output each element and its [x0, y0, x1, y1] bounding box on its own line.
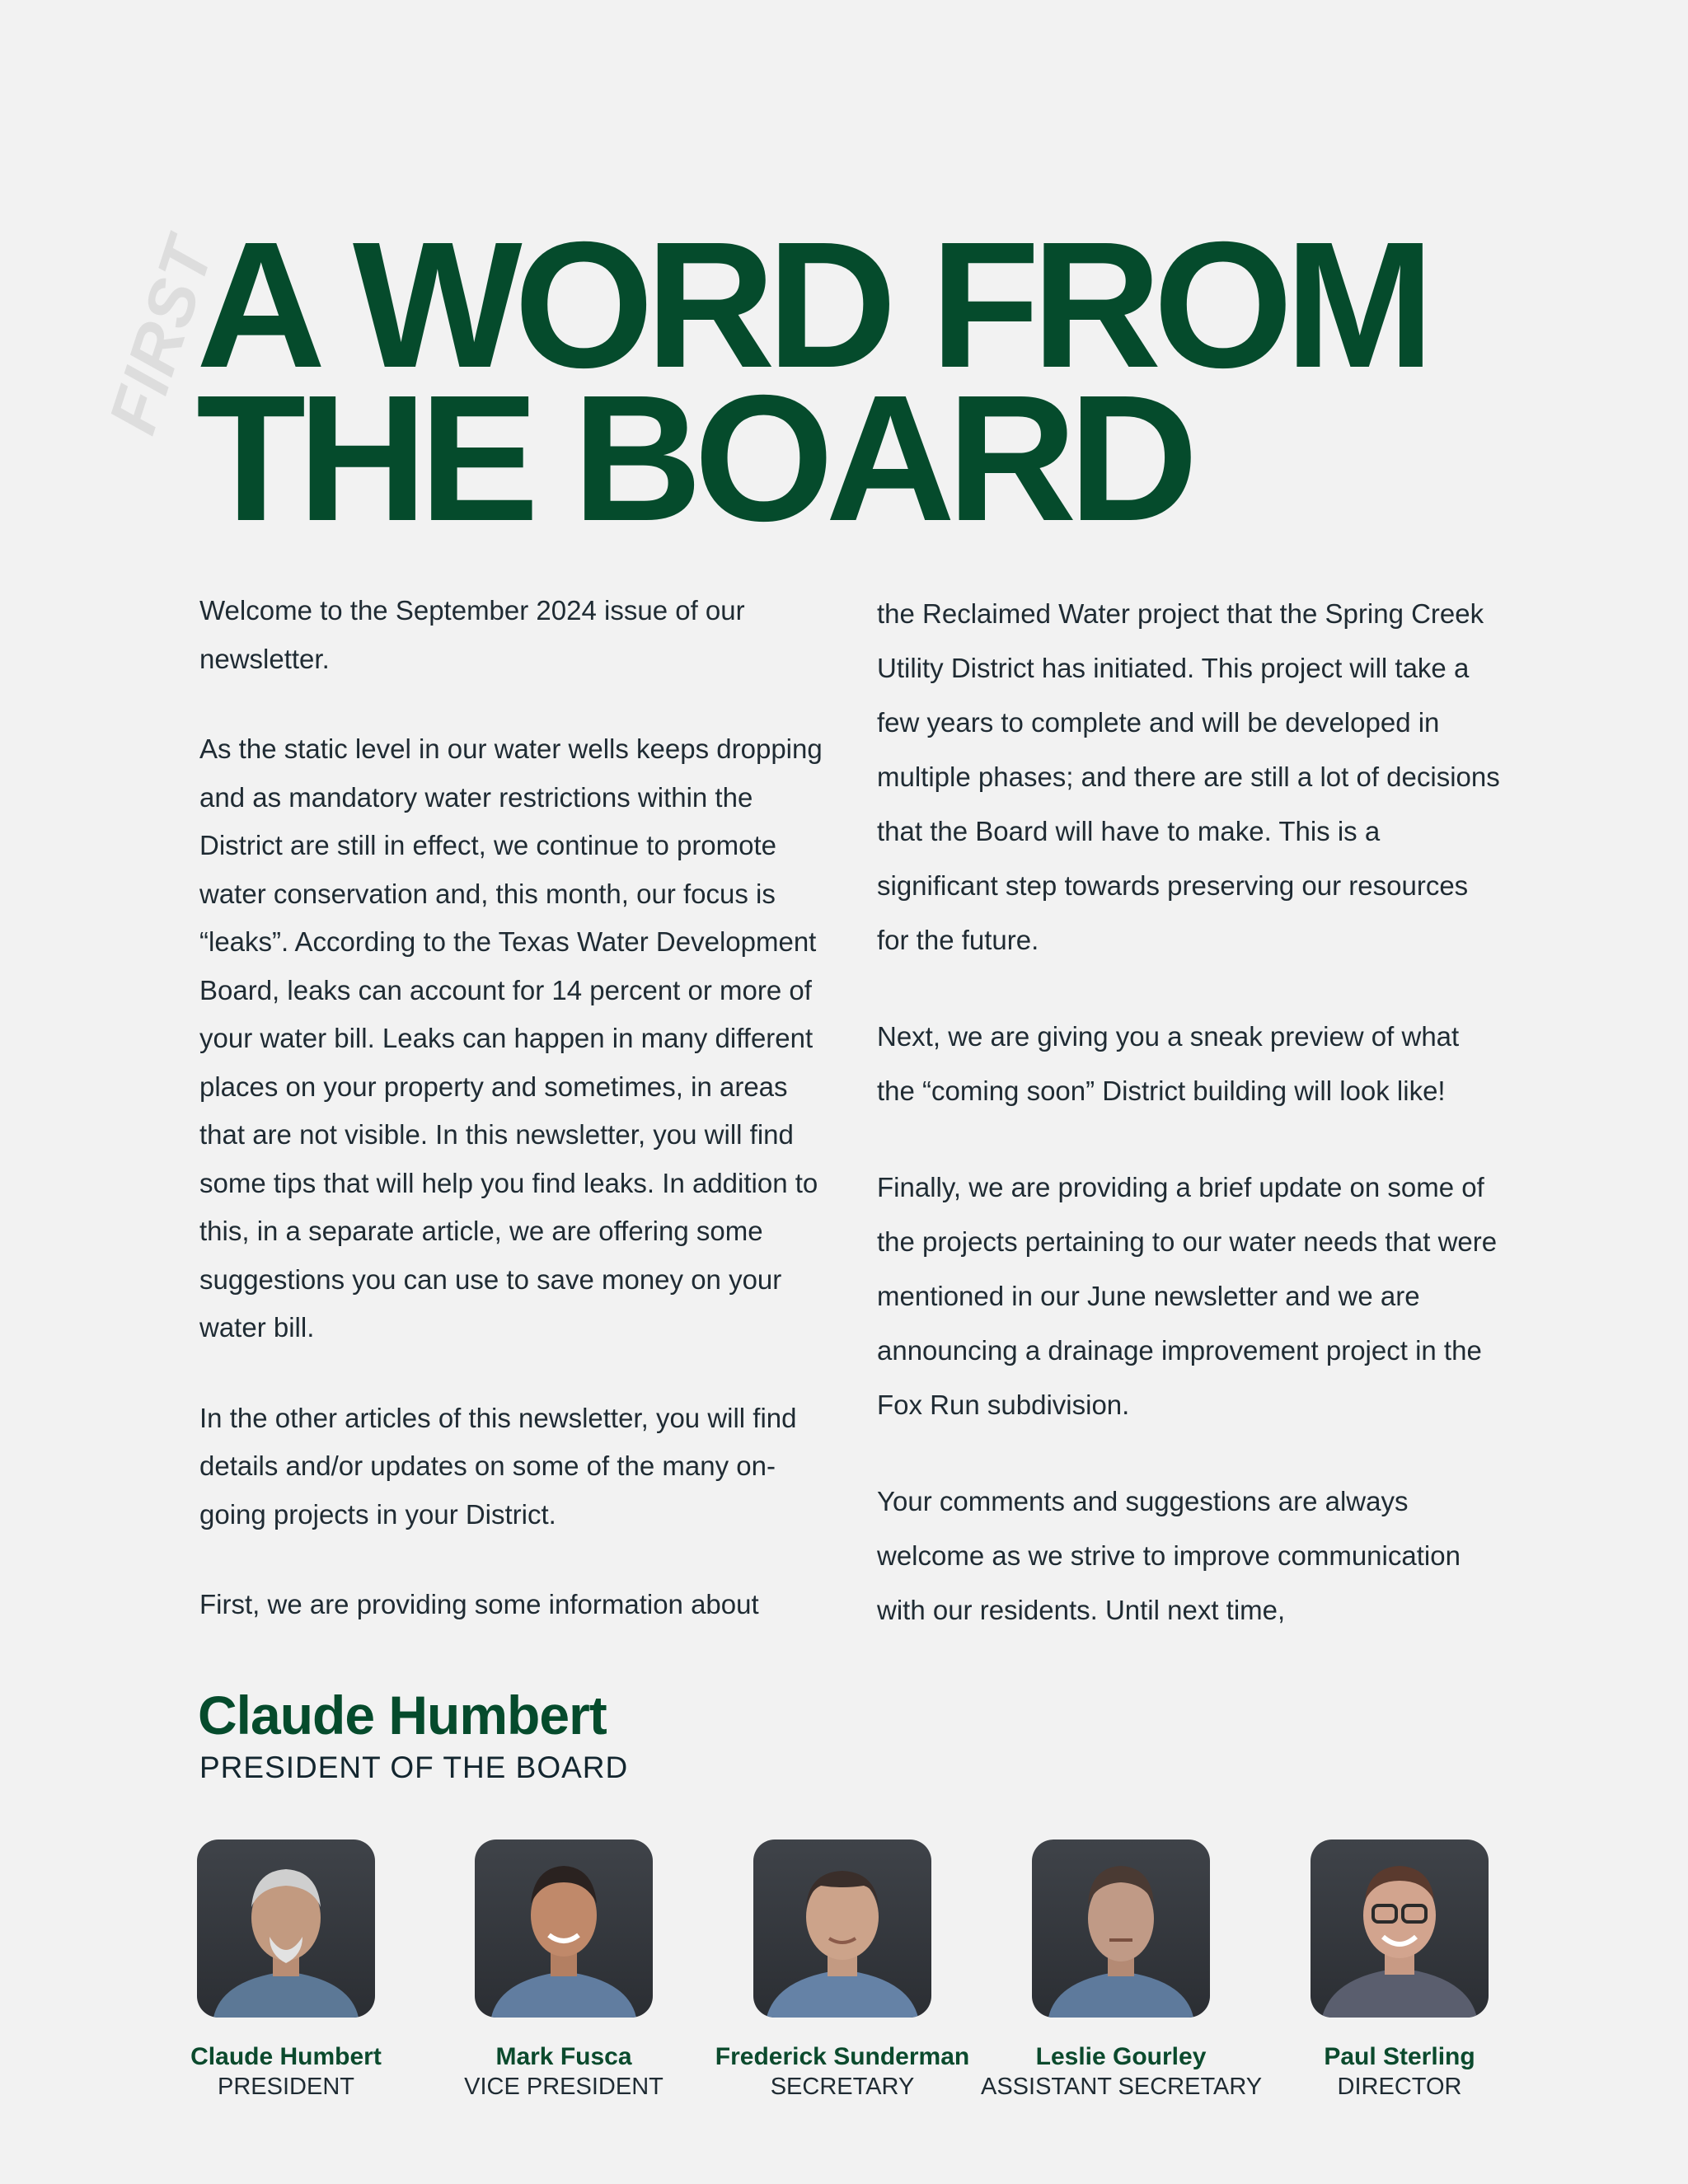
member-photo [1311, 1840, 1489, 2018]
member-photo [197, 1840, 375, 2018]
board-member-card [981, 1840, 1261, 2102]
member-name: Claude Humbert [190, 2043, 382, 2070]
signature-title: PRESIDENT OF THE BOARD [199, 1750, 629, 1784]
title-line-1: A WORD FROM [196, 205, 1427, 405]
board-member-card [702, 1840, 982, 2102]
member-name: Paul Sterling [1324, 2043, 1475, 2070]
member-name: Frederick Sunderman [715, 2043, 970, 2070]
board-members [0, 1840, 1688, 2136]
paragraph: As the static level in our water wells keeps dropping and as mandatory water restrictions within the District are still in effect, we continue to promote water conservation and, this month, our focus is “leaks”. According to the Texas Water Development Board, leaks can account for 14 percent or more of your water bill. Leaks can happen in many different places on your property and sometimes, in areas that are not visible. In this newsletter, you will find some tips that will help you find leaks. In addition to this, in a separate article, we are offering some suggestions you can use to save money on your water bill. [199, 733, 823, 1343]
member-role: SECRETARY [770, 2074, 915, 2100]
member-role: VICE PRESIDENT [464, 2074, 663, 2100]
paragraph: In the other articles of this newsletter, you will find details and/or updates on some of the many on-going projects in your District. [199, 1402, 797, 1530]
member-role: PRESIDENT [218, 2074, 354, 2100]
signature-name: Claude Humbert [198, 1685, 607, 1746]
board-member-card [424, 1840, 704, 2102]
page-title [196, 205, 1427, 559]
member-role: ASSISTANT SECRETARY [981, 2074, 1263, 2100]
member-name: Leslie Gourley [1035, 2043, 1207, 2070]
title-line-2: THE BOARD [196, 359, 1190, 559]
paragraph: Finally, we are providing a brief update on some of the projects pertaining to our water needs that were mentioned in our June newsletter and we are announcing a drainage improvement project in the Fox Run subdivision. [877, 1172, 1498, 1420]
paragraph: Your comments and suggestions are always welcome as we strive to improve communication with our residents. Until next time, [877, 1486, 1461, 1625]
member-photo [753, 1840, 931, 2018]
member-name: Mark Fusca [495, 2043, 632, 2070]
member-role: DIRECTOR [1337, 2074, 1462, 2100]
kicker-text: FIRST [95, 229, 228, 443]
member-photo [475, 1840, 653, 2018]
board-member-card [1259, 1840, 1540, 2102]
paragraph: the Reclaimed Water project that the Spring Creek Utility District has initiated. This project will take a few years to complete and will be developed in multiple phases; and there are still a lot of decisions that the Board will have to make. This is a significant step towards preserving our resources for the future. [877, 598, 1500, 955]
member-photo [1032, 1840, 1210, 2018]
body-column-left [199, 587, 826, 1629]
board-member-card [146, 1840, 426, 2102]
body-column-right [877, 587, 1503, 1638]
paragraph: Next, we are giving you a sneak preview of what the “coming soon” District building will look like! [877, 1021, 1460, 1106]
paragraph: First, we are providing some information about [199, 1589, 759, 1619]
paragraph: Welcome to the September 2024 issue of our newsletter. [199, 595, 745, 674]
